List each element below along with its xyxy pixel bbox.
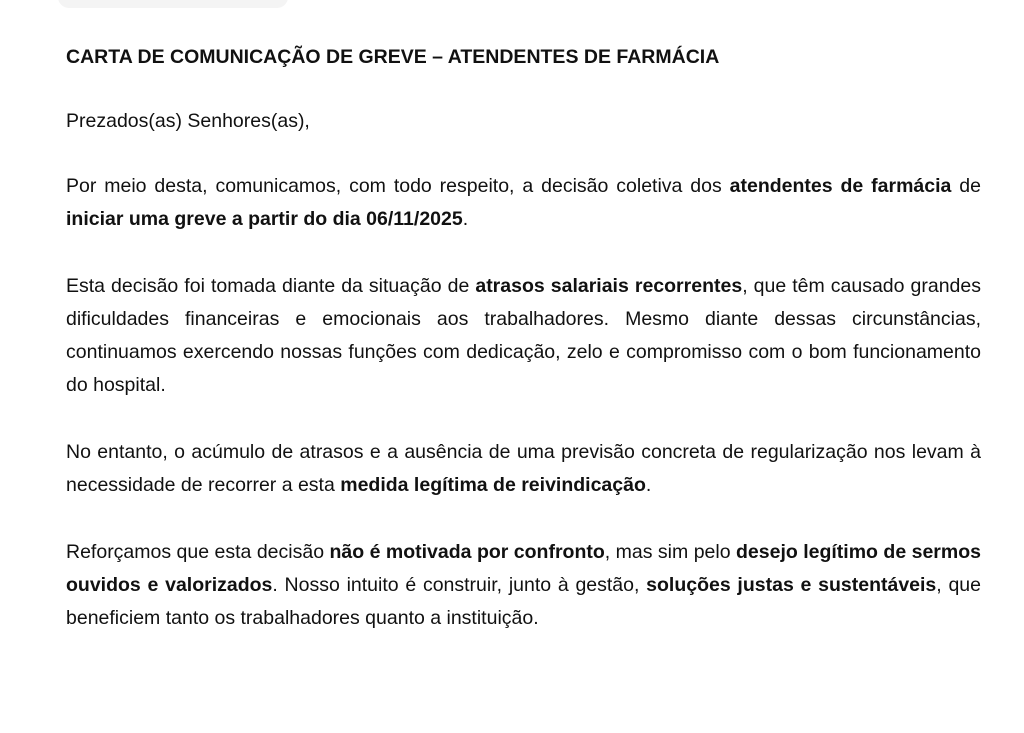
p2-text-c: , que têm causado grandes dificuldades financeiras e emocionais aos trabalhadores. Mesmo diante dessas circunstâncias, continuamos exercendo nossas funções com dedicação, zelo e compromisso com o bom funcionamento do hospital. xyxy=(66,275,982,396)
p4-text-g: , que beneficiem tanto os trabalhadores quanto a instituição. xyxy=(66,574,981,629)
p4-text-e: . Nosso intuito é construir, junto à gestão, xyxy=(272,574,647,596)
p1-text-a: Por meio desta, comunicamos, com todo respeito, a decisão coletiva dos xyxy=(66,175,730,197)
letter-greeting: Prezados(as) Senhores(as), xyxy=(66,110,310,132)
p4-bold-d: desejo legítimo de sermos ouvidos e valorizados xyxy=(66,541,981,596)
paragraph-necessity xyxy=(66,436,981,502)
paragraph-salary-delays xyxy=(66,270,981,402)
p2-bold-b: atrasos salariais recorrentes xyxy=(475,275,743,297)
p4-bold-f: soluções justas e sustentáveis xyxy=(646,574,937,596)
p4-bold-b: não é motivada por confronto xyxy=(329,541,605,563)
paragraph-strike-announcement xyxy=(66,170,981,236)
p1-bold-b: atendentes de farmácia xyxy=(729,175,952,197)
paragraph-intent xyxy=(66,536,981,635)
p2-text-a: Esta decisão foi tomada diante da situação de xyxy=(66,275,476,297)
top-ui-fragment xyxy=(58,0,288,8)
p1-text-e: . xyxy=(462,208,469,230)
p1-text-c: de xyxy=(951,175,981,197)
p4-text-a: Reforçamos que esta decisão xyxy=(66,541,330,563)
letter-title: CARTA DE COMUNICAÇÃO DE GREVE – ATENDENTES DE FARMÁCIA xyxy=(66,46,720,68)
p4-text-c: , mas sim pelo xyxy=(604,541,736,563)
p3-bold-b: medida legítima de reivindicação xyxy=(340,474,646,496)
letter-document xyxy=(66,42,981,669)
p3-text-c: . xyxy=(645,474,652,496)
p3-text-a: No entanto, o acúmulo de atrasos e a ausência de uma previsão concreta de regularização nos levam à necessidade de recorrer a esta xyxy=(66,441,981,496)
p1-bold-d: iniciar uma greve a partir do dia 06/11/2025 xyxy=(66,208,463,230)
